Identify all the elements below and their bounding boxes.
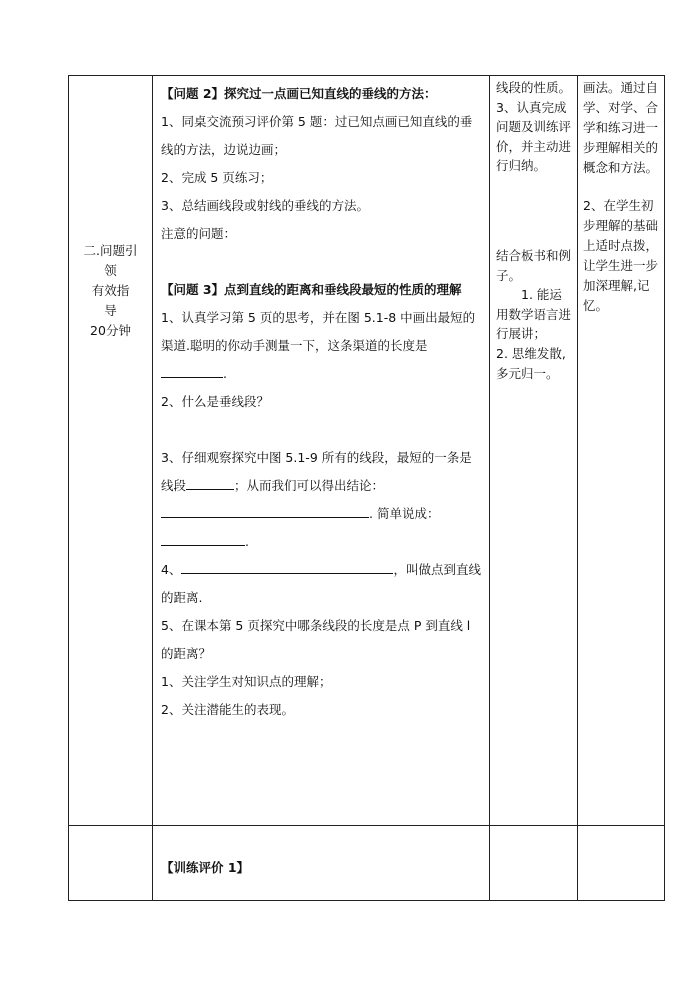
design-intent-text: 2、在学生初步理解的基础上适时点拨，让学生进一步加深理解,记忆。 — [583, 198, 659, 313]
question3-item3 — [161, 444, 483, 556]
teaching-content-cell — [153, 76, 490, 826]
training-cell — [153, 826, 490, 901]
question3-item5: 5、在课本第 5 页探究中哪条线段的长度是点 P 到直线 l 的距离？ — [161, 618, 471, 661]
question3-note2: 2、关注潜能生的表现。 — [161, 702, 294, 717]
question2-item2: 2、完成 5 页练习； — [161, 170, 273, 185]
question3-title: 【问题 3】点到直线的距离和垂线段最短的性质的理解 — [161, 282, 462, 297]
answer-blank[interactable] — [161, 503, 369, 518]
answer-blank[interactable] — [181, 559, 393, 574]
stage-cell — [69, 76, 153, 826]
punctuation: . — [245, 534, 249, 549]
stage-line: 有效指 — [91, 283, 130, 298]
question3-item3-text3: . 简单说成： — [369, 506, 440, 521]
design-intent-text: 画法。通过自学、对学、合学和练习进一步理解相关的概念和方法。 — [583, 80, 659, 175]
answer-blank[interactable] — [161, 363, 223, 378]
stage-line: 领 — [104, 263, 117, 278]
question3-item3-text2: ；从而我们可以得出结论： — [234, 478, 385, 493]
question2-item1: 1、同桌交流预习评价第 5 题：过已知点画已知直线的垂线的方法，边说边画； — [161, 114, 473, 157]
training-title: 【训练评价 1】 — [161, 860, 250, 875]
stage-line: 导 — [104, 303, 117, 318]
stage-line: 二.问题引 — [83, 243, 138, 258]
question3-item4 — [161, 556, 483, 612]
question2-note: 注意的问题： — [161, 226, 237, 241]
punctuation: . — [223, 366, 227, 381]
stage-line: 20分钟 — [90, 323, 131, 338]
question3-item2: 2、什么是垂线段？ — [161, 394, 269, 409]
student-activity-cell — [490, 76, 578, 826]
question3-item3-text: 3、仔细观察探究中图 5.1-9 所有的线段，最短的一条是线段 — [161, 450, 472, 493]
lesson-plan-table — [68, 75, 665, 901]
empty-cell — [490, 826, 578, 901]
question3-item1 — [161, 304, 483, 388]
table-row — [69, 76, 665, 826]
question3-item1-text: 1、认真学习第 5 页的思考，并在图 5.1-8 中画出最短的渠道.聪明的你动手测量一下，这条渠道的长度是 — [161, 310, 476, 353]
answer-blank[interactable] — [186, 475, 234, 490]
question3-note1: 1、关注学生对知识点的理解； — [161, 674, 332, 689]
empty-cell — [578, 826, 665, 901]
student-activity-text: 2. 思维发散,多元归一。 — [496, 345, 566, 381]
student-activity-text: 线段的性质。 — [496, 80, 572, 95]
empty-cell — [69, 826, 153, 901]
answer-blank[interactable] — [161, 531, 245, 546]
question3-item4-text: ，叫做点到直线的距离. — [161, 562, 481, 605]
student-activity-text: 结合板书和例子。 — [496, 247, 572, 283]
question2-item3: 3、总结画线段或射线的垂线的方法。 — [161, 198, 369, 213]
question2-title: 【问题 2】探究过一点画已知直线的垂线的方法： — [161, 86, 437, 101]
design-intent-cell — [578, 76, 665, 826]
student-activity-text: 1. 能运用数学语言进行展讲； — [496, 287, 572, 342]
table-row — [69, 826, 665, 901]
item-number: 4、 — [161, 562, 182, 577]
student-activity-text: 3、认真完成问题及训练评价，并主动进行归纳。 — [496, 99, 572, 174]
